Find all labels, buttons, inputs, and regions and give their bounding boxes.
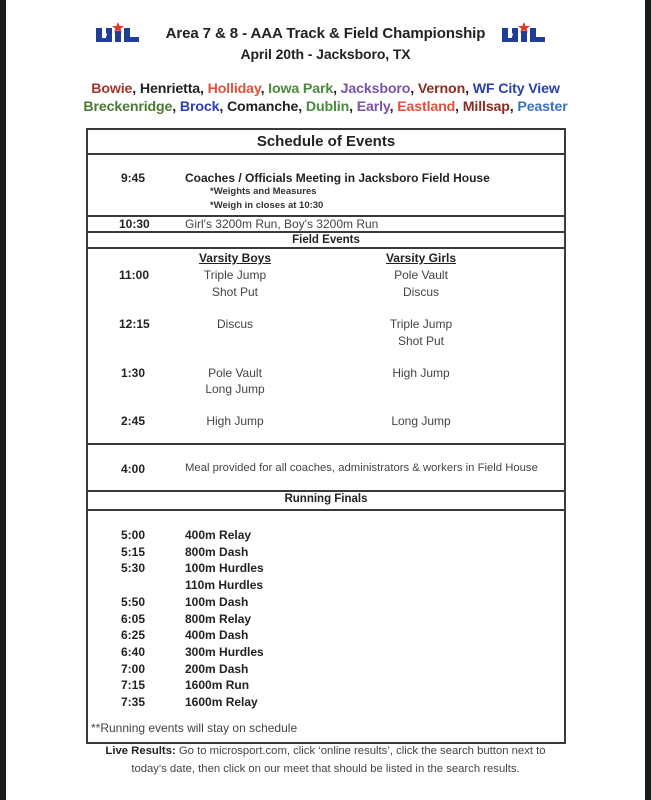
girls-event: High Jump	[392, 366, 450, 380]
team-name: Breckenridge	[83, 99, 173, 115]
separator: ,	[333, 81, 341, 97]
divider	[86, 490, 566, 492]
event-title: Area 7 & 8 - AAA Track & Field Championship	[165, 25, 486, 42]
live-results-line-1	[0, 745, 651, 757]
running-time: 5:15	[121, 544, 146, 559]
running-time: 6:05	[121, 611, 146, 626]
field-time: 1:30	[121, 366, 146, 380]
running-event: 1600m Run	[185, 678, 250, 693]
running-finals-title: Running Finals	[284, 493, 368, 505]
separator: ,	[349, 99, 357, 115]
divider	[86, 153, 566, 155]
teams-row-1	[0, 81, 651, 97]
separator: ,	[410, 81, 418, 97]
separator: ,	[132, 81, 140, 97]
running-event: 300m Hurdles	[185, 644, 264, 659]
separator: ,	[172, 99, 180, 115]
live-results-text: Go to microsport.com, click ‘online results’, click the search button next to	[175, 745, 546, 757]
team-name: Brock	[179, 99, 220, 115]
running-time: 5:30	[121, 561, 146, 576]
varsity-girls-header: Varsity Girls	[385, 251, 457, 265]
girls-event: Long Jump	[391, 414, 451, 428]
meeting-note: *Weights and Measures	[210, 186, 317, 197]
event-subtitle: April 20th - Jacksboro, TX	[240, 46, 411, 62]
team-name: Bowie	[91, 81, 133, 97]
separator: ,	[260, 81, 269, 97]
schedule-title: Schedule of Events	[256, 133, 396, 150]
boys-event: Triple Jump	[203, 268, 267, 282]
meeting-event: Coaches / Officials Meeting in Jacksboro Field House	[185, 171, 490, 185]
team-name: Henrietta	[139, 81, 201, 97]
girls-event: Pole Vault	[394, 268, 448, 282]
running-time: 6:25	[121, 628, 146, 643]
girls-event: Triple Jump	[389, 317, 453, 331]
team-name: WF City View	[472, 81, 560, 97]
team-name: Vernon	[417, 81, 466, 97]
field-time: 11:00	[119, 268, 150, 282]
distance-event: Girl's 3200m Run, Boy's 3200m Run	[185, 217, 379, 231]
team-name: Eastland	[397, 99, 456, 115]
running-event: 400m Relay	[185, 528, 252, 542]
boys-event: Discus	[216, 317, 253, 331]
team-name: Jacksboro	[340, 81, 411, 97]
separator: ,	[298, 99, 306, 115]
team-name: Millsap	[462, 99, 510, 115]
team-name: Early	[356, 99, 390, 115]
running-event: 100m Hurdles	[185, 561, 264, 576]
field-time: 12:15	[119, 317, 150, 331]
meal-event: Meal provided for all coaches, administrators & workers in Field House	[185, 462, 538, 474]
separator: ,	[455, 99, 463, 115]
running-event: 110m Hurdles	[185, 578, 264, 593]
divider	[86, 509, 566, 511]
running-event: 400m Dash	[185, 628, 249, 643]
team-name: Holliday	[207, 81, 261, 97]
team-name: Dublin	[305, 99, 350, 115]
distance-time: 10:30	[119, 217, 150, 231]
separator: ,	[219, 99, 227, 115]
running-event: 800m Dash	[185, 544, 249, 559]
meal-time: 4:00	[121, 462, 146, 476]
divider	[86, 247, 566, 249]
field-events-title: Field Events	[292, 234, 360, 246]
boys-event: High Jump	[206, 414, 264, 428]
divider	[86, 443, 566, 445]
separator: ,	[389, 99, 398, 115]
boys-event: Long Jump	[205, 382, 265, 396]
running-event: 800m Relay	[185, 611, 252, 626]
divider	[86, 231, 566, 233]
girls-event: Discus	[402, 285, 439, 299]
varsity-boys-header: Varsity Boys	[198, 251, 272, 265]
boys-event: Pole Vault	[208, 366, 262, 380]
running-time: 5:50	[121, 594, 146, 609]
teams-row-2	[0, 99, 651, 115]
running-event: 100m Dash	[185, 594, 249, 609]
running-time: 7:15	[121, 678, 146, 693]
field-time: 2:45	[121, 414, 146, 428]
live-results-label: Live Results:	[105, 745, 176, 757]
running-event: 1600m Relay	[185, 695, 258, 709]
separator: ,	[465, 81, 473, 97]
girls-event: Shot Put	[397, 334, 445, 348]
team-name: Comanche	[226, 99, 299, 115]
team-name: Iowa Park	[268, 81, 334, 97]
running-time: 6:40	[121, 644, 146, 659]
separator: ,	[509, 99, 518, 115]
separator: ,	[200, 81, 208, 97]
running-note: **Running events will stay on schedule	[91, 721, 298, 735]
running-time: 7:35	[121, 695, 146, 709]
running-event: 200m Dash	[185, 661, 249, 676]
meeting-time: 9:45	[121, 171, 146, 185]
running-time: 5:00	[121, 528, 146, 542]
meeting-note: *Weigh in closes at 10:30	[210, 200, 324, 211]
running-time: 7:00	[121, 661, 146, 676]
team-name: Peaster	[517, 99, 568, 115]
live-results-line-2: today's date, then click on our meet that should be listed in the search results.	[131, 763, 520, 775]
boys-event: Shot Put	[211, 285, 259, 299]
